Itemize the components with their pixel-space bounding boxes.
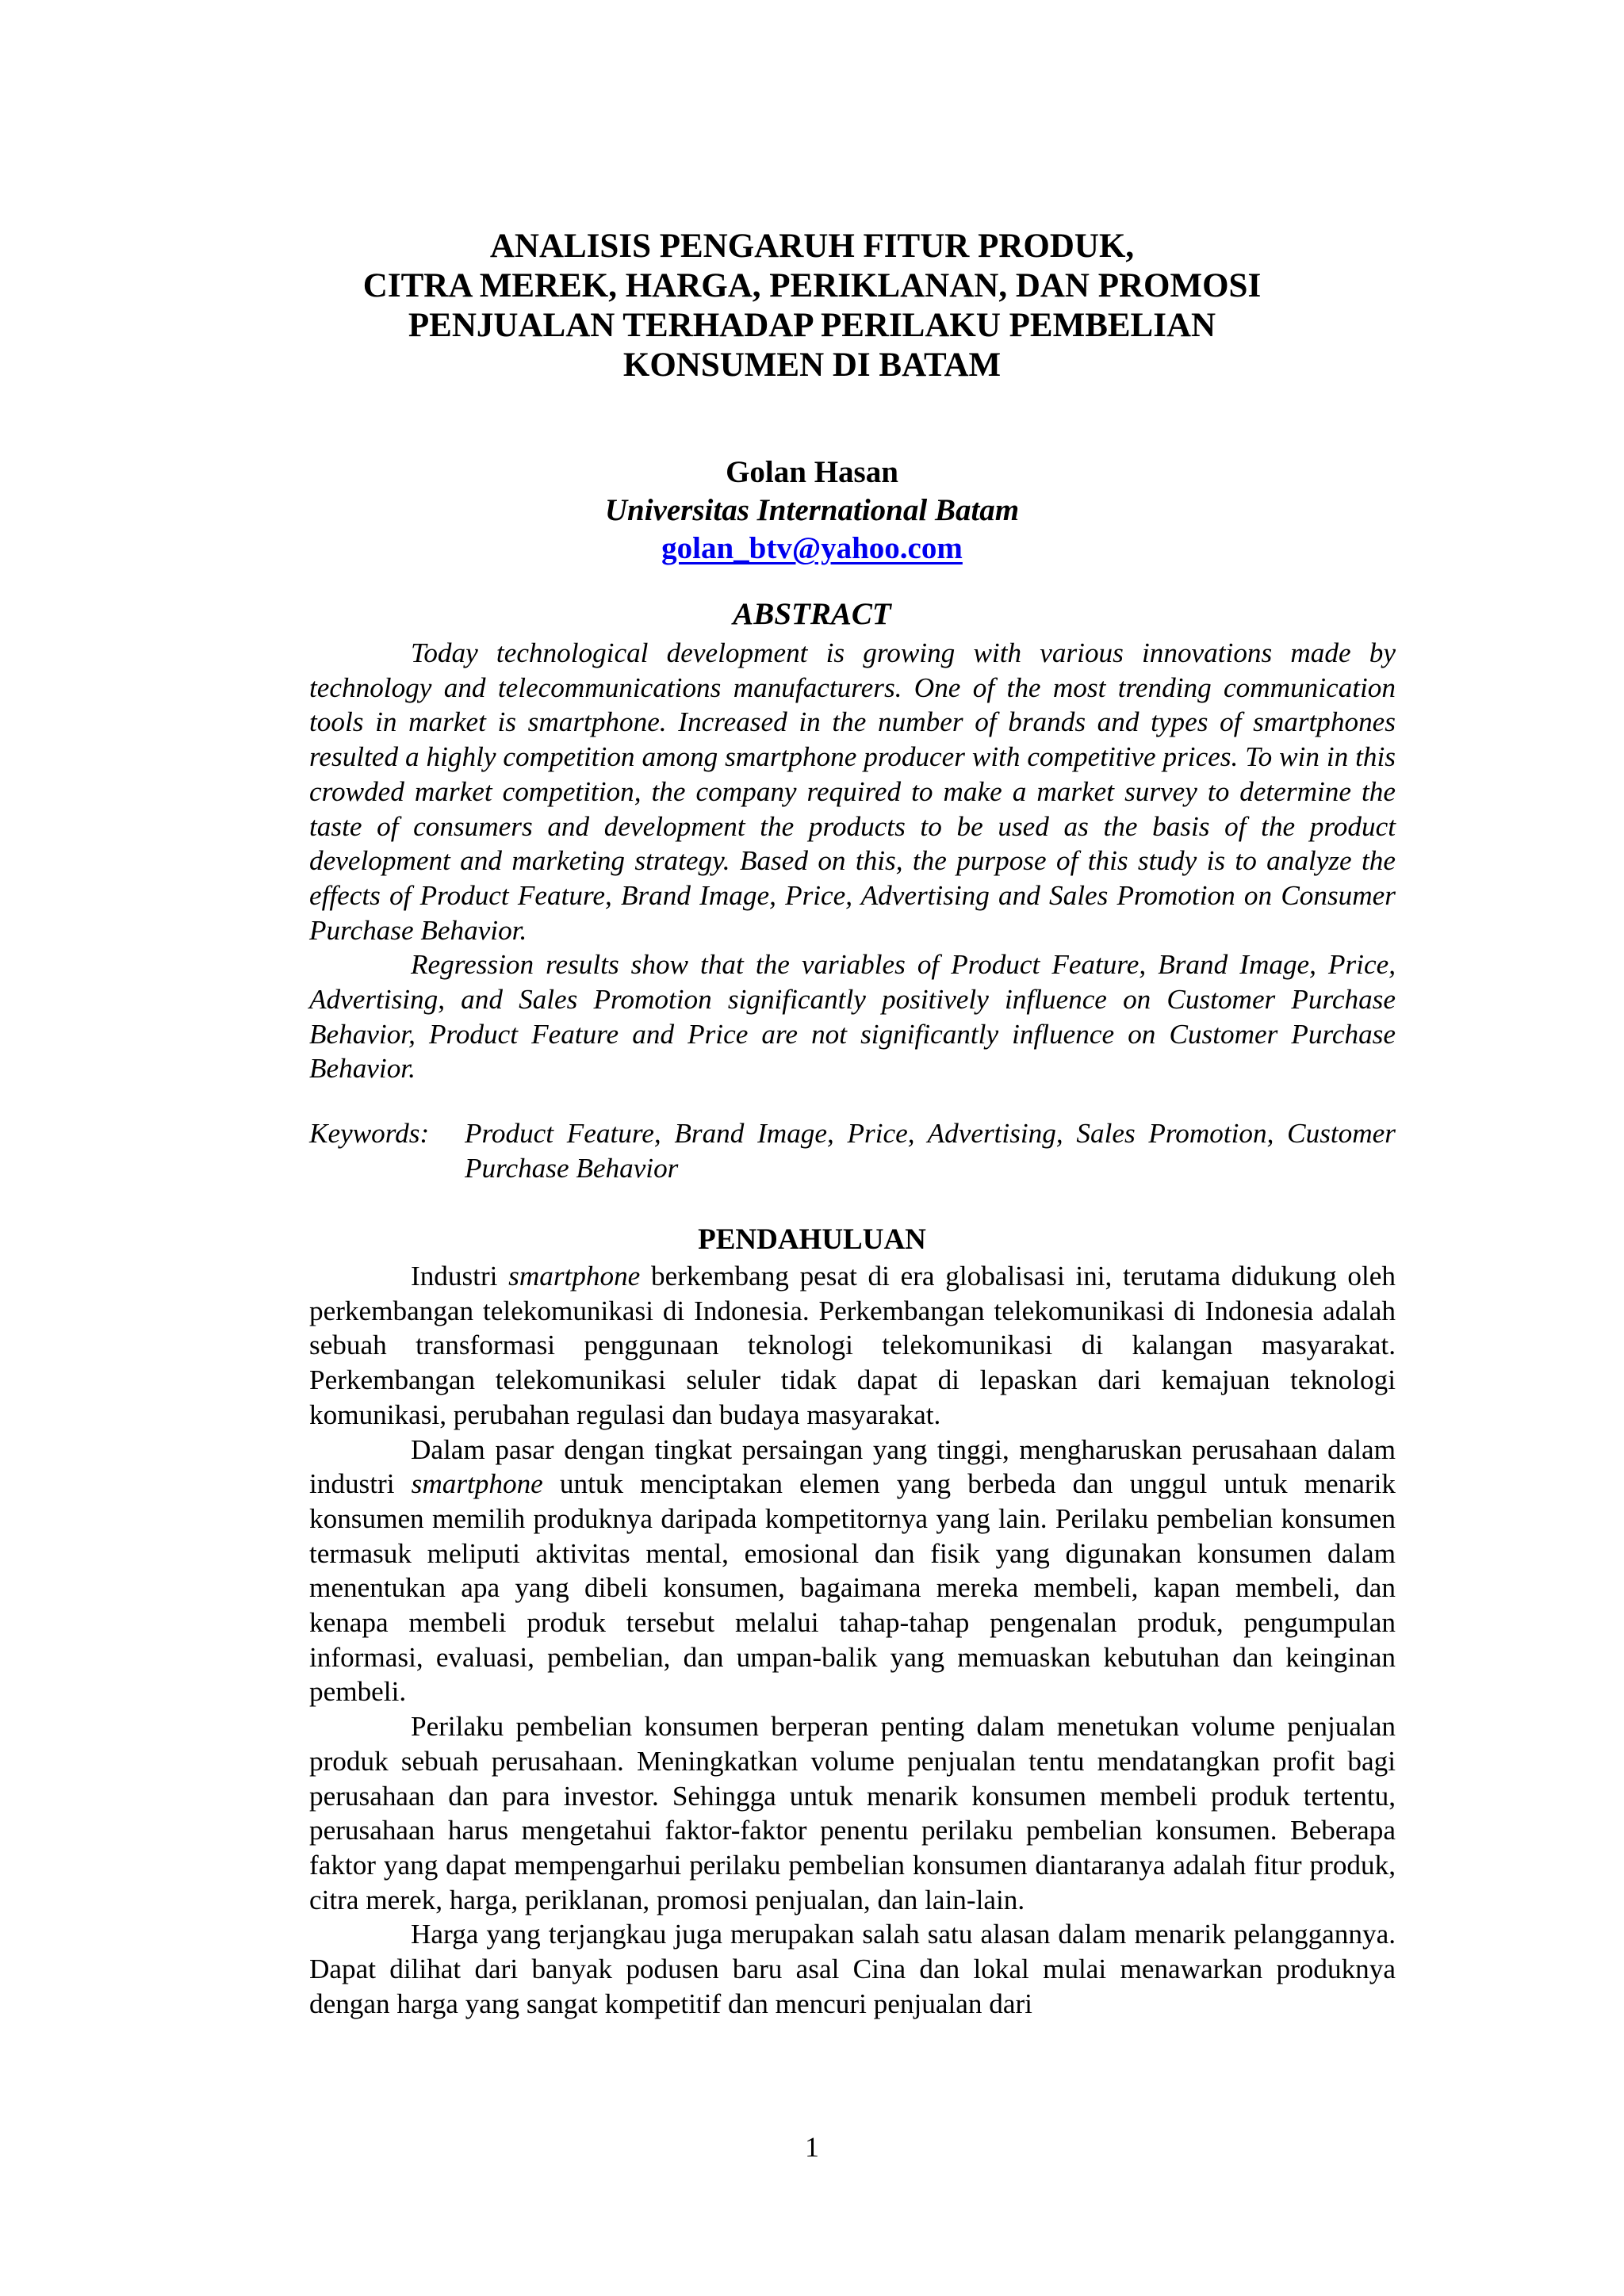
body-paragraph-2: [309, 1433, 1396, 1710]
author-affiliation: Universitas International Batam: [604, 493, 1020, 527]
title-line-3: PENJUALAN TERHADAP PERILAKU PEMBELIAN: [408, 307, 1216, 344]
author-email-link[interactable]: golan_btv@yahoo.com: [661, 531, 963, 565]
keywords: [309, 1116, 1396, 1185]
section-body: [309, 1259, 1396, 2021]
p1-italic-term: smartphone: [508, 1261, 641, 1292]
p2-start: Dalam pasar dengan tingkat persaingan yang tinggi, mengharuskan perusahaan dalam industri: [309, 1433, 1396, 1500]
abstract-heading: ABSTRACT: [733, 597, 891, 631]
keywords-label: Keywords:: [309, 1118, 430, 1149]
keywords-list: Product Feature, Brand Image, Price, Advertising, Sales Promotion, Customer Purchase Behavior: [465, 1118, 1396, 1184]
title-line-1: ANALISIS PENGARUH FITUR PRODUK,: [489, 228, 1135, 265]
abstract-body: [309, 636, 1396, 1086]
p1-rest: berkembang pesat di era globalisasi ini, terutama didukung oleh perkembangan telekomunikasi di Indonesia. Perkembangan telekomunikasi di Indonesia adalah sebuah transformasi penggunaan teknologi telekomunikasi di kalangan masyarakat. Perkembangan telekomunikasi seluler tidak dapat di lepaskan dari kemajuan teknologi komunikasi, perubahan regulasi dan budaya masyarakat.: [309, 1261, 1396, 1430]
p2-italic-term: smartphone: [411, 1468, 543, 1500]
p2-rest: untuk menciptakan elemen yang berbeda dan unggul untuk menarik konsumen memilih produknya daripada kompetitornya yang lain. Perilaku pembelian konsumen termasuk meliputi aktivitas mental, emosional dan fisik yang digunakan konsumen dalam menentukan apa yang dibeli konsumen, bagaimana mereka membeli, kapan membeli, dan kenapa membeli produk tersebut melalui tahap-tahap pengenalan produk, pengumpulan informasi, evaluasi, pembelian, dan umpan-balik yang memuaskan kebutuhan dan keinginan pembeli.: [309, 1468, 1396, 1708]
author-name: Golan Hasan: [726, 455, 898, 489]
abstract-paragraph-2: Regression results show that the variables of Product Feature, Brand Image, Price, Advertising, and Sales Promotion significantly positively influence on Customer Purchase Behavior, Product Feature and Price are not significantly influence on Customer Purchase Behavior.: [309, 949, 1396, 1085]
body-paragraph-1: [309, 1259, 1396, 1433]
page-number: 1: [805, 2131, 819, 2163]
paper-title: [0, 227, 1624, 385]
section-heading: PENDAHULUAN: [698, 1223, 926, 1256]
author-block: [0, 453, 1624, 568]
title-line-2: CITRA MEREK, HARGA, PERIKLANAN, DAN PROMOSI: [362, 267, 1262, 304]
body-paragraph-4: Harga yang terjangkau juga merupakan salah satu alasan dalam menarik pelanggannya. Dapat dilihat dari banyak podusen baru asal Cina dan lokal mulai menawarkan produknya dengan harga yang sangat kompetitif dan mencuri penjualan dari: [309, 1919, 1396, 2019]
title-line-4: KONSUMEN DI BATAM: [622, 346, 1002, 384]
abstract-paragraph-1: Today technological development is growing with various innovations made by technology and telecommunications manufacturers. One of the most trending communication tools in market is smartphone. Increased in the number of brands and types of smartphones resulted a highly competition among smartphone producer with competitive prices. To win in this crowded market competition, the company required to make a market survey to determine the taste of consumers and development the products to be used as the basis of the product development and marketing strategy. Based on this, the purpose of this study is to analyze the effects of Product Feature, Brand Image, Price, Advertising and Sales Promotion on Consumer Purchase Behavior.: [309, 637, 1396, 946]
body-paragraph-3: Perilaku pembelian konsumen berperan penting dalam menetukan volume penjualan produk sebuah perusahaan. Meningkatkan volume penjualan tentu mendatangkan profit bagi perusahaan dan para investor. Sehingga untuk menarik konsumen membeli produk tertentu, perusahaan harus mengetahui faktor-faktor penentu perilaku pembelian konsumen. Beberapa faktor yang dapat mempengarhui perilaku pembelian konsumen diantaranya adalah fitur produk, citra merek, harga, periklanan, promosi penjualan, dan lain-lain.: [309, 1711, 1396, 1915]
p1-start: Industri: [411, 1261, 509, 1292]
